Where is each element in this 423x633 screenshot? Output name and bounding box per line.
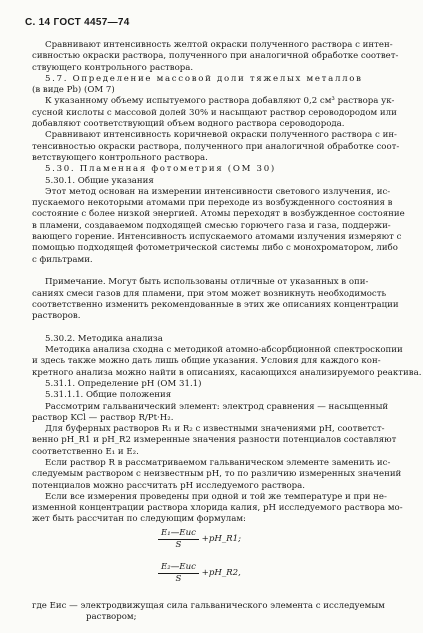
formula-numerator: E₁—Eис [158,528,199,540]
formula-numerator: E₂—Eис [158,562,199,574]
text-line: Рассмотрим гальванический элемент: электрод сравнения — насыщенный [45,401,389,412]
page-header: С. 14 ГОСТ 4457—74 [25,17,130,28]
text-line: кретного анализа можно найти в описаниях, касающихся анализируемого реактива. [32,367,422,378]
fraction [158,562,199,586]
text-line: саниях смеси газов для пламени, при этом может возникнуть необходимость [32,288,387,299]
text-line: пускаемого некоторыми атомами при переходе из возбужденного состояния в [32,198,393,209]
text-line: тенсивностью окраски раствора, полученного при аналогичной обработке соот- [32,141,400,152]
text-line: жет быть рассчитан по следующим формулам: [32,514,246,525]
text-line: 5.31.1. Определение pH (ОМ 31.1) [45,378,202,389]
text-line: 5.30.1. Общие указания [45,175,154,186]
text-line: помощью подходящей фотометрической системы либо с монохроматором, либо [32,243,398,254]
body-text [32,40,422,526]
text-line: Если раствор R в рассматриваемом гальваническом элементе заменить ис- [45,457,391,468]
text-line: К указанному объему испытуемого раствора добавляют 0,2 см³ раствора ук- [45,96,395,107]
text-line: венно pH_R1 и pH_R2 измеренные значения разности потенциалов составляют [32,435,397,446]
text-line: состояние с более низкой энергией. Атомы переходят в возбужденное состояние [32,209,405,220]
text-line: Этот метод основан на измерении интенсивности светового излучения, ис- [45,186,391,197]
text-line: ствующего контрольного раствора. [32,62,194,73]
text-line: сусной кислоты с массовой долей 30% и насыщают раствор сероводородом или [32,107,397,118]
text-line [32,322,399,333]
text-line: Если все измерения проведены при одной и той же температуре и при не- [45,491,387,502]
text-line: добавляют соответствующий объем водного раствора сероводорода. [32,119,345,130]
text-line: изменной концентрации раствора хлорида калия, pH исследуемого раствора мо- [32,503,403,514]
text-line: 5.7. Определение массовой доли тяжелых металлов [45,73,363,84]
formula-tail: +pH_R2, [201,568,241,579]
text-line: 5.31.1.1. Общие положения [45,390,172,401]
footer-text [32,601,399,624]
text-line: в пламени, создаваемом подходящей смесью горючего газа и газа, поддержи- [32,220,391,231]
text-line: (в виде Pb) (ОМ 7) [32,85,115,96]
formula-1 [158,528,278,552]
text-line: сивностью окраски раствора, полученного при аналогичной обработке соответ- [32,51,399,62]
text-line: Для буферных растворов R₁ и R₂ с известными значениями pH, соответст- [45,424,385,435]
text-line: растворов. [32,311,81,322]
formula-denominator: S [175,574,182,585]
text-line: следуемым раствором с неизвестным pH, то по различию измеренных значений [32,469,402,480]
text-line [32,266,399,277]
text-line: вающего горение. Интенсивность испускаемого атомами излучения измеряют с [32,232,402,243]
text-line: Сравнивают интенсивность желтой окраски полученного раствора с интен- [45,40,393,50]
text-line: раствор KCl — раствор R/Pt·H₂. [32,412,174,423]
formula-2 [158,562,278,586]
text-line: Сравнивают интенсивность коричневой окраски полученного раствора с ин- [45,130,397,141]
text-line: Примечание. Могут быть использованы отличные от указанных в опи- [45,277,369,288]
formula-tail: +pH_R1; [201,534,241,545]
text-line: соответственно изменить рекомендованные в этих же описаниях концентрации [32,299,399,310]
text-line: ветствующего контрольного раствора. [32,152,208,163]
text-line: и здесь также можно дать лишь общие указания. Условия для каждого кон- [32,356,381,367]
text-line: 5.30.2. Методика анализа [45,333,163,344]
text-line: соответственно E₁ и E₂. [32,446,139,457]
text-line: раствором; [86,612,137,623]
text-line: где Eис — электродвижущая сила гальванического элемента с исследуемым [32,601,385,611]
fraction [158,528,199,552]
text-line: Методика анализа сходна с методикой атомно-абсорбционной спектроскопии [45,345,403,356]
text-line: потенциалов можно рассчитать pH исследуемого раствора. [32,480,306,491]
text-line: с фильтрами. [32,254,93,265]
formula-denominator: S [175,540,182,551]
text-line: 5.30. Пламенная фотометрия (ОМ 30) [45,164,276,175]
